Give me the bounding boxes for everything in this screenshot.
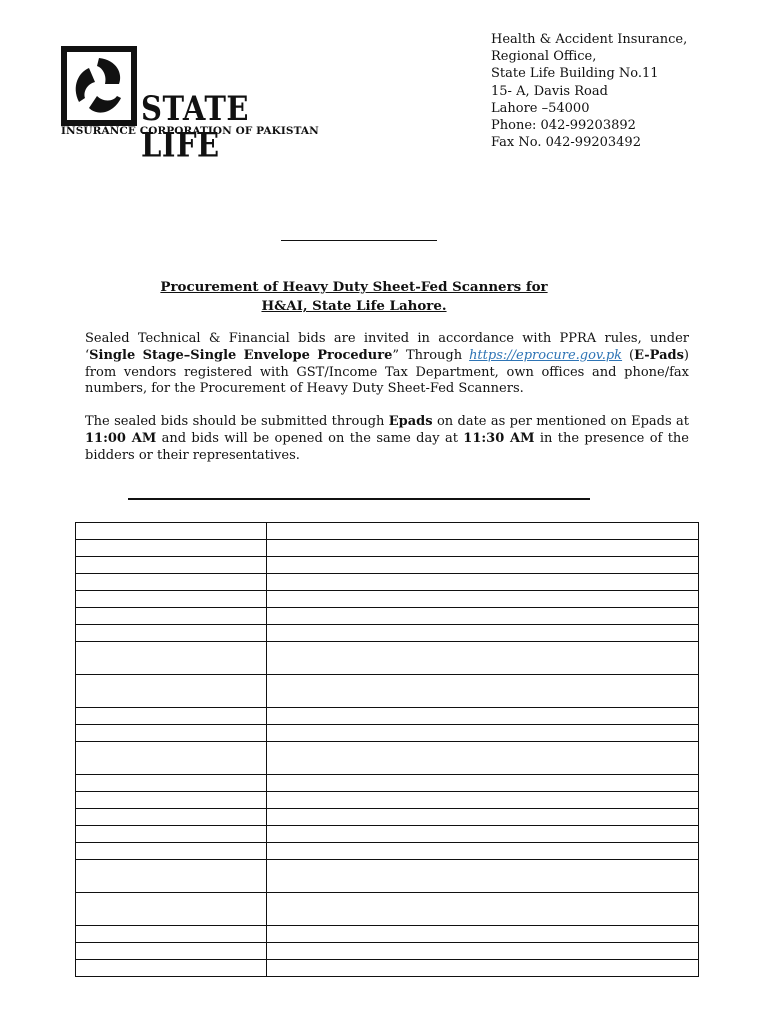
table-cell-label	[76, 943, 267, 960]
address-line: Lahore –54000	[491, 100, 590, 116]
epads-label: Epads	[388, 414, 433, 429]
title-line-1: Procurement of Heavy Duty Sheet-Fed Scanners for	[160, 279, 548, 295]
table-cell-label	[76, 642, 267, 675]
table-cell-value	[267, 642, 699, 675]
table-cell-value	[267, 725, 699, 742]
triskelion-star-icon	[67, 52, 131, 120]
para-text: in the presence of the bidders or their representatives.	[85, 430, 689, 463]
divider-long	[128, 498, 590, 500]
address-line: Health & Accident Insurance,	[491, 32, 688, 47]
title-line-2: H&AI, State Life Lahore.	[261, 298, 447, 314]
para-text: on date as per mentioned on Epads at	[432, 414, 689, 429]
para-text: Sealed Technical & Financial bids are invited in accordance with PPRA rules, under ‘	[85, 331, 689, 363]
table-cell-label	[76, 708, 267, 725]
table-cell-label	[76, 893, 267, 926]
table-cell-value	[267, 960, 699, 977]
para-text: ” Through	[392, 347, 470, 363]
table-cell-label	[76, 775, 267, 792]
eprocure-link[interactable]: https://eprocure.gov.pk	[469, 347, 623, 363]
table-cell-value	[267, 809, 699, 826]
table-row	[76, 540, 699, 557]
address-block	[491, 31, 687, 151]
submission-time: 11:00 AM	[85, 430, 157, 446]
table-row	[76, 926, 699, 943]
table-cell-label	[76, 574, 267, 591]
table-row	[76, 742, 699, 775]
address-line: 15- A, Davis Road	[491, 83, 608, 99]
opening-time: 11:30 AM	[463, 430, 535, 446]
table-cell-value	[267, 826, 699, 843]
address-line: Regional Office,	[491, 49, 597, 65]
table-row	[76, 725, 699, 742]
table-cell-value	[267, 792, 699, 809]
table-cell-value	[267, 608, 699, 625]
submission-paragraph	[85, 414, 689, 464]
address-phone: Phone: 042-99203892	[491, 118, 636, 134]
table-row	[76, 557, 699, 574]
table-row	[76, 775, 699, 792]
table-row	[76, 675, 699, 708]
table-row	[76, 608, 699, 625]
table-row	[76, 809, 699, 826]
table-cell-label	[76, 742, 267, 775]
table-row	[76, 574, 699, 591]
divider-short	[281, 240, 437, 241]
table-row	[76, 860, 699, 893]
para-text: and bids will be opened on the same day at	[156, 430, 464, 446]
table-cell-value	[267, 775, 699, 792]
para-text: The sealed bids should be submitted through	[85, 414, 389, 429]
table-cell-label	[76, 608, 267, 625]
table-cell-label	[76, 591, 267, 608]
table-cell-label	[76, 843, 267, 860]
table-cell-label	[76, 826, 267, 843]
table-cell-label	[76, 725, 267, 742]
table-row	[76, 625, 699, 642]
table-cell-value	[267, 860, 699, 893]
state-life-logo	[61, 46, 319, 165]
table-row	[76, 792, 699, 809]
epads-label: E-Pads	[634, 347, 684, 363]
table-cell-value	[267, 557, 699, 574]
details-table	[75, 522, 699, 977]
address-fax: Fax No. 042-99203492	[491, 135, 641, 151]
logo-name: STATE LIFE	[141, 88, 250, 165]
para-text: ) from vendors registered with GST/Income Tax Department, own offices and phone/fax numbers, for the Procurement of Heavy Duty Sheet-Fed Scanners.	[85, 347, 689, 397]
table-cell-label	[76, 523, 267, 540]
table-cell-value	[267, 742, 699, 775]
table-cell-label	[76, 540, 267, 557]
table-cell-label	[76, 557, 267, 574]
table-row	[76, 943, 699, 960]
table-row	[76, 826, 699, 843]
table-row	[76, 843, 699, 860]
table-row	[76, 893, 699, 926]
document-title	[84, 278, 624, 316]
table-row	[76, 708, 699, 725]
table-cell-label	[76, 675, 267, 708]
table-cell-value	[267, 675, 699, 708]
table-cell-value	[267, 893, 699, 926]
table-cell-value	[267, 943, 699, 960]
invitation-paragraph	[85, 331, 689, 398]
table-cell-value	[267, 843, 699, 860]
table-row	[76, 960, 699, 977]
table-row	[76, 591, 699, 608]
address-line: State Life Building No.11	[491, 66, 659, 82]
table-cell-label	[76, 792, 267, 809]
table-cell-label	[76, 625, 267, 642]
table-cell-value	[267, 926, 699, 943]
table-row	[76, 642, 699, 675]
table-cell-value	[267, 708, 699, 725]
table-cell-value	[267, 523, 699, 540]
para-text: (	[622, 347, 635, 363]
logo-emblem	[61, 46, 137, 126]
table-cell-label	[76, 809, 267, 826]
procedure-name: Single Stage–Single Envelope Procedure	[89, 347, 393, 363]
table-cell-label	[76, 860, 267, 893]
table-cell-value	[267, 625, 699, 642]
table-cell-value	[267, 540, 699, 557]
table-cell-value	[267, 574, 699, 591]
table-cell-label	[76, 960, 267, 977]
table-cell-value	[267, 591, 699, 608]
table-row	[76, 523, 699, 540]
logo-subtitle: INSURANCE CORPORATION OF PAKISTAN	[61, 125, 319, 137]
table-cell-label	[76, 926, 267, 943]
